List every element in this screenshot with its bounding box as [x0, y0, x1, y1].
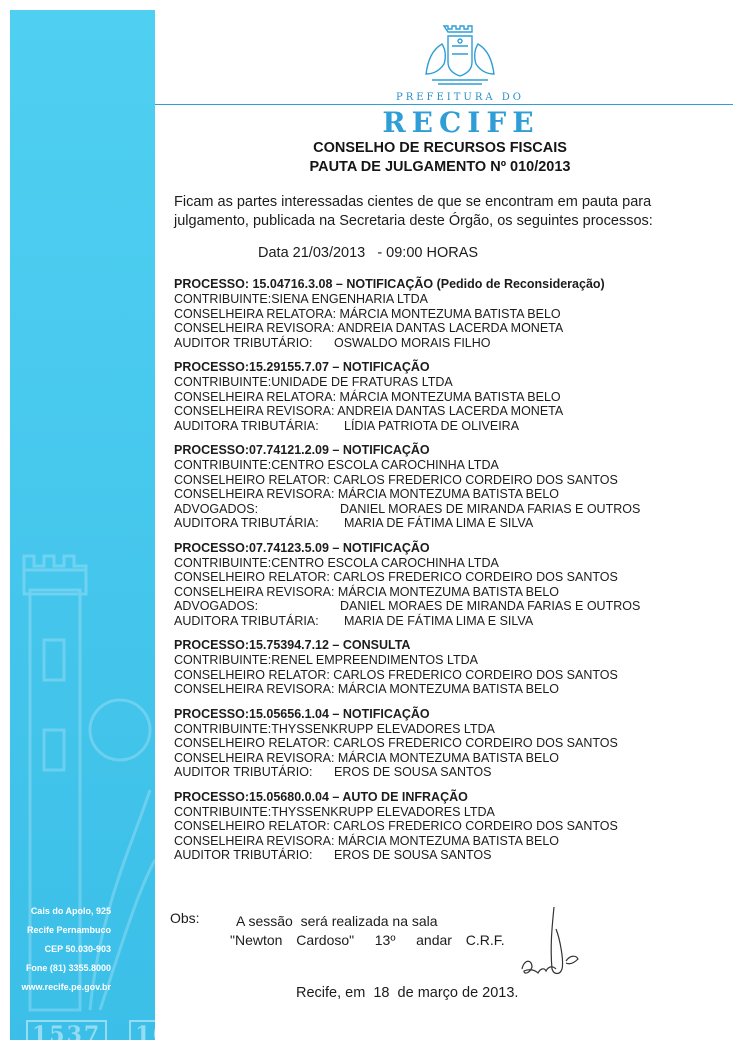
process-row-value: OSWALDO MORAIS FILHO: [334, 335, 491, 350]
process-row: [174, 390, 714, 405]
process-row: [174, 653, 714, 668]
process-row: [174, 834, 714, 849]
process-row: [174, 722, 714, 737]
process-row: [174, 321, 714, 336]
process-row-value: EROS DE SOUSA SANTOS: [334, 765, 492, 779]
process-row-value: LÍDIA PATRIOTA DE OLIVEIRA: [344, 418, 520, 433]
process-header: PROCESSO:15.05656.1.04 – NOTIFICAÇÃO: [174, 706, 430, 721]
process-row: [174, 516, 714, 531]
intro-paragraph: Ficam as partes interessadas cientes de que se encontram em pauta para julgamento, publicada na Secretaria deste Órgão, os seguintes processos:: [174, 194, 653, 229]
process-row: [174, 668, 714, 683]
coat-of-arms-icon: [418, 18, 502, 88]
process-row: [174, 765, 714, 780]
process-row-label: CONTRIBUINTE:THYSSENKRUPP ELEVADORES LTDA: [174, 804, 495, 819]
process-row: [174, 848, 714, 863]
process-list: [174, 277, 714, 873]
process-block: [174, 638, 714, 697]
process-row: [174, 336, 714, 351]
process-header: PROCESSO: 15.04716.3.08 – NOTIFICAÇÃO (Pedido de Reconsideração): [174, 277, 605, 291]
process-header: PROCESSO:15.05680.0.04 – AUTO DE INFRAÇÃO: [174, 789, 468, 804]
process-row: [174, 819, 714, 834]
process-row-value: EROS DE SOUSA SANTOS: [334, 848, 492, 862]
process-block: [174, 541, 714, 629]
obs-line-2: "Newton Cardoso" 13º andar C.R.F.: [230, 932, 505, 948]
process-row: [174, 473, 714, 488]
process-row-label: AUDITORA TRIBUTÁRIA:: [174, 613, 319, 628]
process-row-value: MARIA DE FÁTIMA LIMA E SILVA: [344, 516, 534, 530]
address-line: CEP 50.030-903: [44, 944, 111, 954]
process-row: [174, 805, 714, 820]
founding-years: [26, 1022, 215, 1048]
closing-date: Recife, em 18 de março de 2013.: [296, 985, 519, 1001]
process-row-label: CONSELHEIRO RELATOR: CARLOS FREDERICO CORDEIRO DOS SANTOS: [174, 667, 618, 682]
process-row-value: MARIA DE FÁTIMA LIMA E SILVA: [344, 613, 534, 628]
process-row: [174, 736, 714, 751]
process-row: [174, 307, 714, 322]
process-row-label: CONTRIBUINTE:RENEL EMPREENDIMENTOS LTDA: [174, 653, 478, 667]
process-row-label: CONTRIBUINTE:CENTRO ESCOLA CAROCHINHA LTDA: [174, 555, 499, 570]
process-row: [174, 556, 714, 571]
process-row-label: CONSELHEIRO RELATOR: CARLOS FREDERICO CORDEIRO DOS SANTOS: [174, 570, 618, 584]
process-row: [174, 404, 714, 419]
process-row-label: CONTRIBUINTE:THYSSENKRUPP ELEVADORES LTDA: [174, 721, 495, 736]
process-row: [174, 419, 714, 434]
process-header: PROCESSO:07.74121.2.09 – NOTIFICAÇÃO: [174, 443, 430, 457]
process-row-label: CONSELHEIRA REVISORA: MÁRCIA MONTEZUMA BATISTA BELO: [174, 682, 560, 696]
process-row-label: ADVOGADOS:: [174, 599, 259, 613]
process-row-label: CONSELHEIRA REVISORA: MÁRCIA MONTEZUMA BATISTA BELO: [174, 750, 560, 765]
handwritten-signature-icon: [512, 905, 592, 985]
process-row: [174, 375, 714, 390]
agenda-title: PAUTA DE JULGAMENTO Nº 010/2013: [309, 159, 571, 175]
process-row: [174, 458, 714, 473]
council-title: CONSELHO DE RECURSOS FISCAIS: [313, 140, 567, 156]
process-row-label: ADVOGADOS:: [174, 501, 259, 516]
header-rule: [155, 104, 733, 105]
process-row: [174, 682, 714, 697]
session-date: Data 21/03/2013 - 09:00 HORAS: [258, 245, 479, 261]
process-row-label: CONTRIBUINTE:CENTRO ESCOLA CAROCHINHA LTDA: [174, 458, 499, 472]
process-row: [174, 614, 714, 629]
process-row-label: AUDITORA TRIBUTÁRIA:: [174, 516, 319, 530]
process-row-label: CONSELHEIRA RELATORA: MÁRCIA MONTEZUMA BATISTA BELO: [174, 389, 561, 404]
process-row: [174, 751, 714, 766]
process-row-label: AUDITOR TRIBUTÁRIO:: [174, 848, 313, 862]
process-row: [174, 585, 714, 600]
address-line: Cais do Apolo, 925: [30, 906, 111, 916]
year-end: 163: [129, 1020, 193, 1050]
process-block: [174, 443, 714, 531]
process-row: [174, 570, 714, 585]
process-row: [174, 599, 714, 614]
process-row: [174, 502, 714, 517]
process-header: PROCESSO:15.29155.7.07 – NOTIFICAÇÃO: [174, 360, 430, 374]
process-row: [174, 292, 714, 307]
process-row-label: CONSELHEIRA RELATORA: MÁRCIA MONTEZUMA BATISTA BELO: [174, 306, 561, 321]
obs-line-1: A sessão será realizada na sala: [236, 913, 438, 929]
address-line: Recife Pernambuco: [26, 925, 111, 935]
process-row-label: CONSELHEIRO RELATOR: CARLOS FREDERICO CORDEIRO DOS SANTOS: [174, 736, 618, 750]
obs-label: Obs:: [170, 910, 200, 926]
website-line: www.recife.pe.gov.br: [21, 982, 111, 992]
process-row-label: AUDITORA TRIBUTÁRIA:: [174, 418, 319, 433]
process-row-label: CONSELHEIRO RELATOR: CARLOS FREDERICO CORDEIRO DOS SANTOS: [174, 819, 618, 833]
process-block: [174, 277, 714, 350]
process-block: [174, 360, 714, 433]
process-header: PROCESSO:15.75394.7.12 – CONSULTA: [174, 638, 411, 652]
process-row-label: CONTRIBUINTE:SIENA ENGENHARIA LTDA: [174, 292, 428, 306]
prefeitura-label: PREFEITURA DO: [380, 92, 540, 103]
process-block: [174, 790, 714, 863]
process-row-label: CONSELHEIRA REVISORA: MÁRCIA MONTEZUMA BATISTA BELO: [174, 584, 560, 599]
process-header: PROCESSO:07.74123.5.09 – NOTIFICAÇÃO: [174, 540, 430, 555]
process-row-label: CONSELHEIRA REVISORA: ANDREIA DANTAS LACERDA MONETA: [174, 321, 564, 335]
phone-line: Fone (81) 3355.8000: [25, 963, 111, 973]
contact-block: [21, 902, 111, 997]
process-row-value: DANIEL MORAES DE MIRANDA FARIAS E OUTROS: [340, 599, 641, 613]
year-start: 1537: [26, 1020, 107, 1050]
process-row-value: DANIEL MORAES DE MIRANDA FARIAS E OUTROS: [340, 501, 641, 516]
process-row-label: AUDITOR TRIBUTÁRIO:: [174, 765, 313, 779]
process-row-label: AUDITOR TRIBUTÁRIO:: [174, 335, 313, 350]
process-row: [174, 487, 714, 502]
process-row-label: CONSELHEIRO RELATOR: CARLOS FREDERICO CORDEIRO DOS SANTOS: [174, 472, 618, 487]
process-row-label: CONSELHEIRA REVISORA: ANDREIA DANTAS LACERDA MONETA: [174, 404, 564, 418]
process-row-label: CONSELHEIRA REVISORA: MÁRCIA MONTEZUMA BATISTA BELO: [174, 487, 560, 501]
city-logo-text: RECIFE: [382, 106, 540, 139]
process-row-label: CONSELHEIRA REVISORA: MÁRCIA MONTEZUMA BATISTA BELO: [174, 833, 560, 848]
process-block: [174, 707, 714, 780]
process-row-label: CONTRIBUINTE:UNIDADE DE FRATURAS LTDA: [174, 375, 453, 389]
